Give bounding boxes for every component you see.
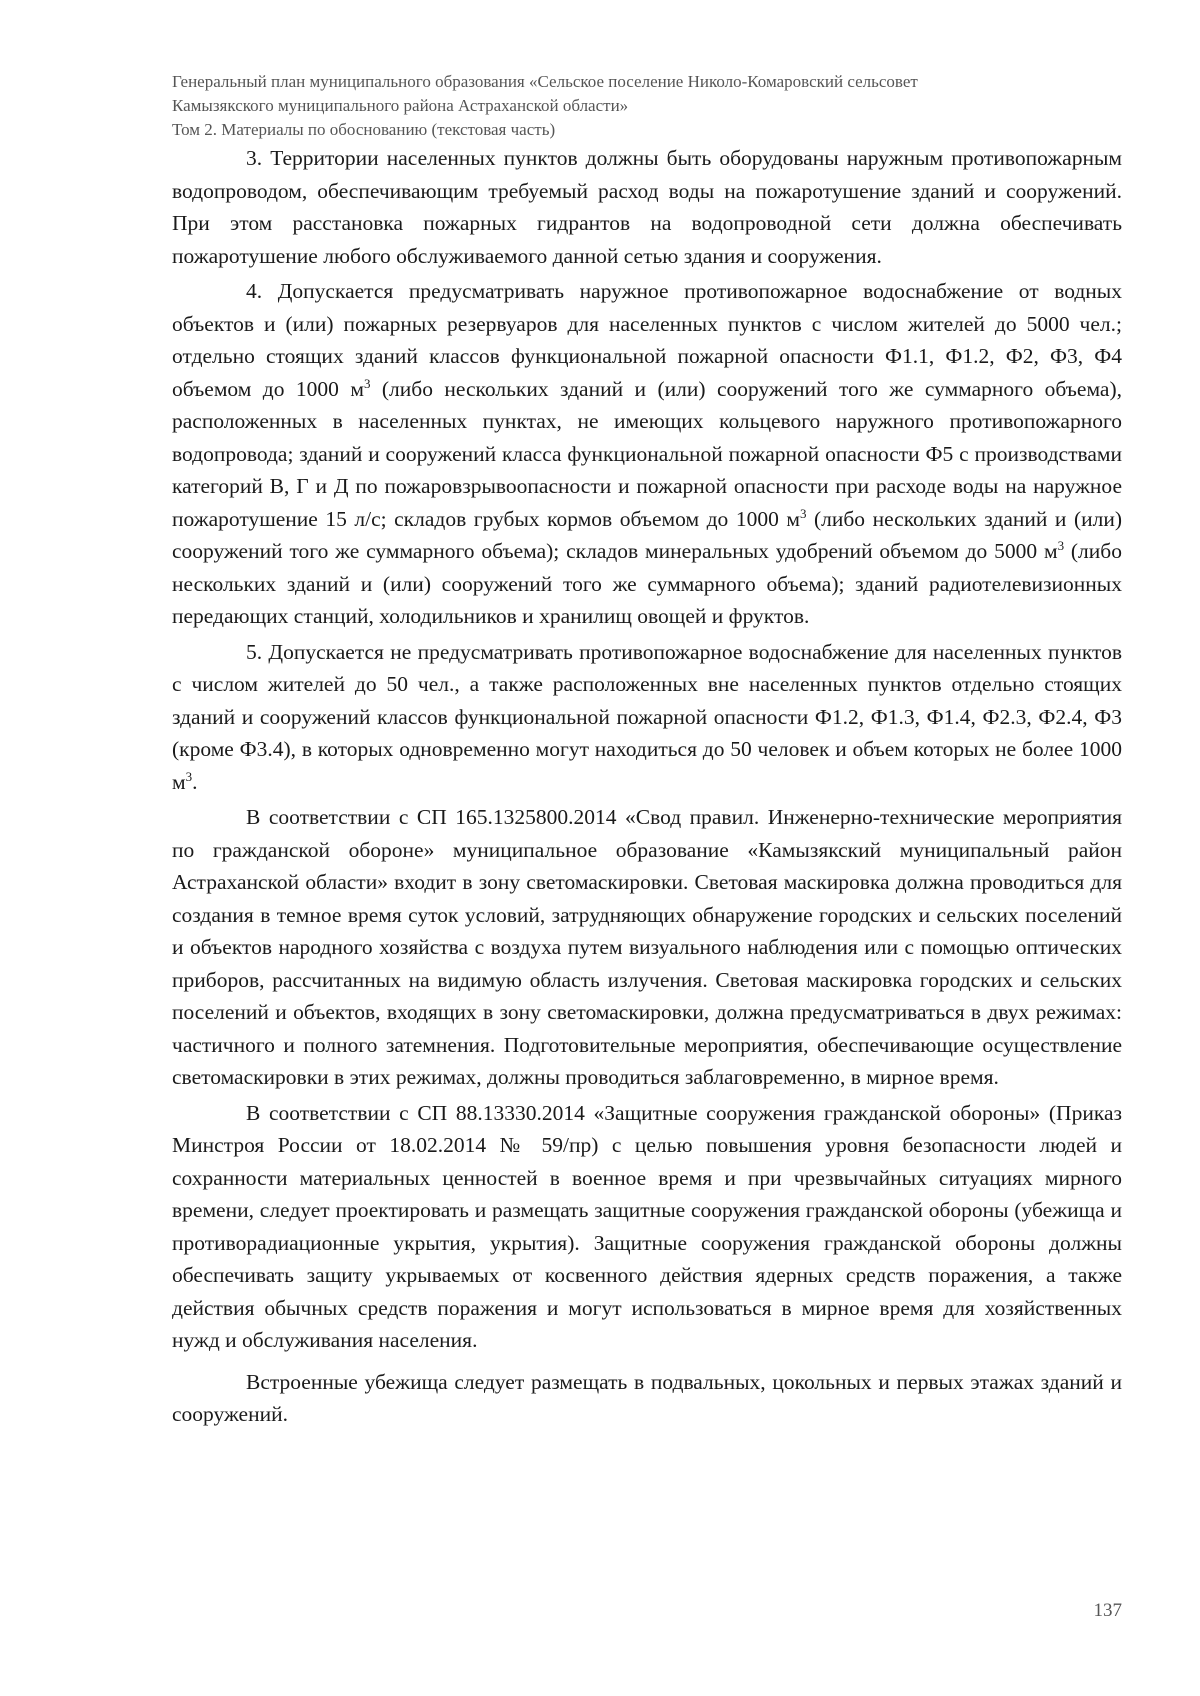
paragraph-5	[172, 636, 1122, 799]
paragraph-4	[172, 275, 1122, 633]
superscript-cubic-4: 3	[185, 768, 193, 784]
header-line-3: Том 2. Материалы по обоснованию (текстовая часть)	[172, 120, 556, 139]
paragraph-built-in-shelters: Встроенные убежища следует размещать в подвальных, цокольных и первых этажах зданий и сооружений.	[172, 1369, 1122, 1426]
superscript-cubic-2: 3	[799, 505, 807, 521]
body-text	[172, 142, 1122, 1431]
paragraph-5-part-b: .	[192, 769, 198, 794]
superscript-cubic-1: 3	[363, 375, 371, 391]
paragraph-5-part-a: 5. Допускается не предусматривать противопожарное водоснабжение для населенных пунктов с числом жителей до 50 чел., а также расположенных вне населенных пунктов отдельно стоящих зданий и сооружений классов функциональной пожарной опасности Ф1.2, Ф1.3, Ф1.4, Ф2.3, Ф2.4, Ф3 (кроме Ф3.4), в которых одновременно могут находиться до 50 человек и объем которых не более 1000 м	[172, 639, 1122, 794]
paragraph-light-masking: В соответствии с СП 165.1325800.2014 «Свод правил. Инженерно-технические мероприятия по гражданской обороне» муниципальное образование «Камызякский муниципальный район Астраханской области» входит в зону светомаскировки. Световая маскировка должна проводиться для создания в темное время суток условий, затрудняющих обнаружение городских и сельских поселений и объектов народного хозяйства с воздуха путем визуального наблюдения или с помощью оптических приборов, рассчитанных на видимую область излучения. Световая маскировка городских и сельских поселений и объектов, входящих в зону светомаскировки, должна предусматриваться в двух режимах: частичного и полного затемнения. Подготовительные мероприятия, обеспечивающие осуществление светомаскировки в этих режимах, должны проводиться заблаговременно, в мирное время.	[172, 805, 1122, 1089]
paragraph-4-part-b: (либо нескольких зданий и (или) сооружений того же суммарного объема), расположенных в населенных пунктах, не имеющих кольцевого наружного противопожарного водопровода; зданий и сооружений класса функциональной пожарной опасности Ф5 с производствами категорий В, Г и Д по пожаровзрывоопасности и пожарной опасности при расходе воды на наружное пожаротушение 15 л/с; складов грубых кормов объемом до 1000 м	[172, 376, 1122, 531]
paragraph-3: 3. Территории населенных пунктов должны быть оборудованы наружным противопожарным водопроводом, обеспечивающим требуемый расход воды на пожаротушение зданий и сооружений. При этом расстановка пожарных гидрантов на водопроводной сети должна обеспечивать пожаротушение любого обслуживаемого данной сетью здания и сооружения.	[172, 146, 1122, 268]
paragraph-4-part-a: 4. Допускается предусматривать наружное противопожарное водоснабжение от водных объектов и (или) пожарных резервуаров для населенных пунктов с числом жителей до 5000 чел.; отдельно стоящих зданий классов функциональной пожарной опасности Ф1.1, Ф1.2, Ф2, Ф3, Ф4 объемом до 1000 м	[172, 279, 1122, 401]
superscript-cubic-3: 3	[1057, 537, 1065, 553]
page-number: 137	[1093, 1600, 1122, 1621]
running-header	[172, 70, 1122, 142]
paragraph-4-part-d: (либо нескольких зданий и (или) сооружений того же суммарного объема); зданий радиотелевизионных передающих станций, холодильников и хранилищ овощей и фруктов.	[172, 539, 1122, 628]
header-line-1: Генеральный план муниципального образования «Сельское поселение Николо-Комаровский сельсовет	[172, 72, 918, 91]
paragraph-protective-structures: В соответствии с СП 88.13330.2014 «Защитные сооружения гражданской обороны» (Приказ Минстроя России от 18.02.2014 № 59/пр) с целью повышения уровня безопасности людей и сохранности материальных ценностей в военное время и при чрезвычайных ситуациях мирного времени, следует проектировать и размещать защитные сооружения гражданской обороны (убежища и противорадиационные укрытия, укрытия). Защитные сооружения гражданской обороны должны обеспечивать защиту укрываемых от косвенного действия ядерных средств поражения, а также действия обычных средств поражения и могут использоваться в мирное время для хозяйственных нужд и обслуживания населения.	[172, 1100, 1122, 1352]
header-line-2: Камызякского муниципального района Астраханской области»	[172, 96, 629, 115]
paragraph-4-part-c: (либо нескольких зданий и (или) сооружений того же суммарного объема); складов минеральных удобрений объемом до 5000 м	[172, 506, 1123, 563]
